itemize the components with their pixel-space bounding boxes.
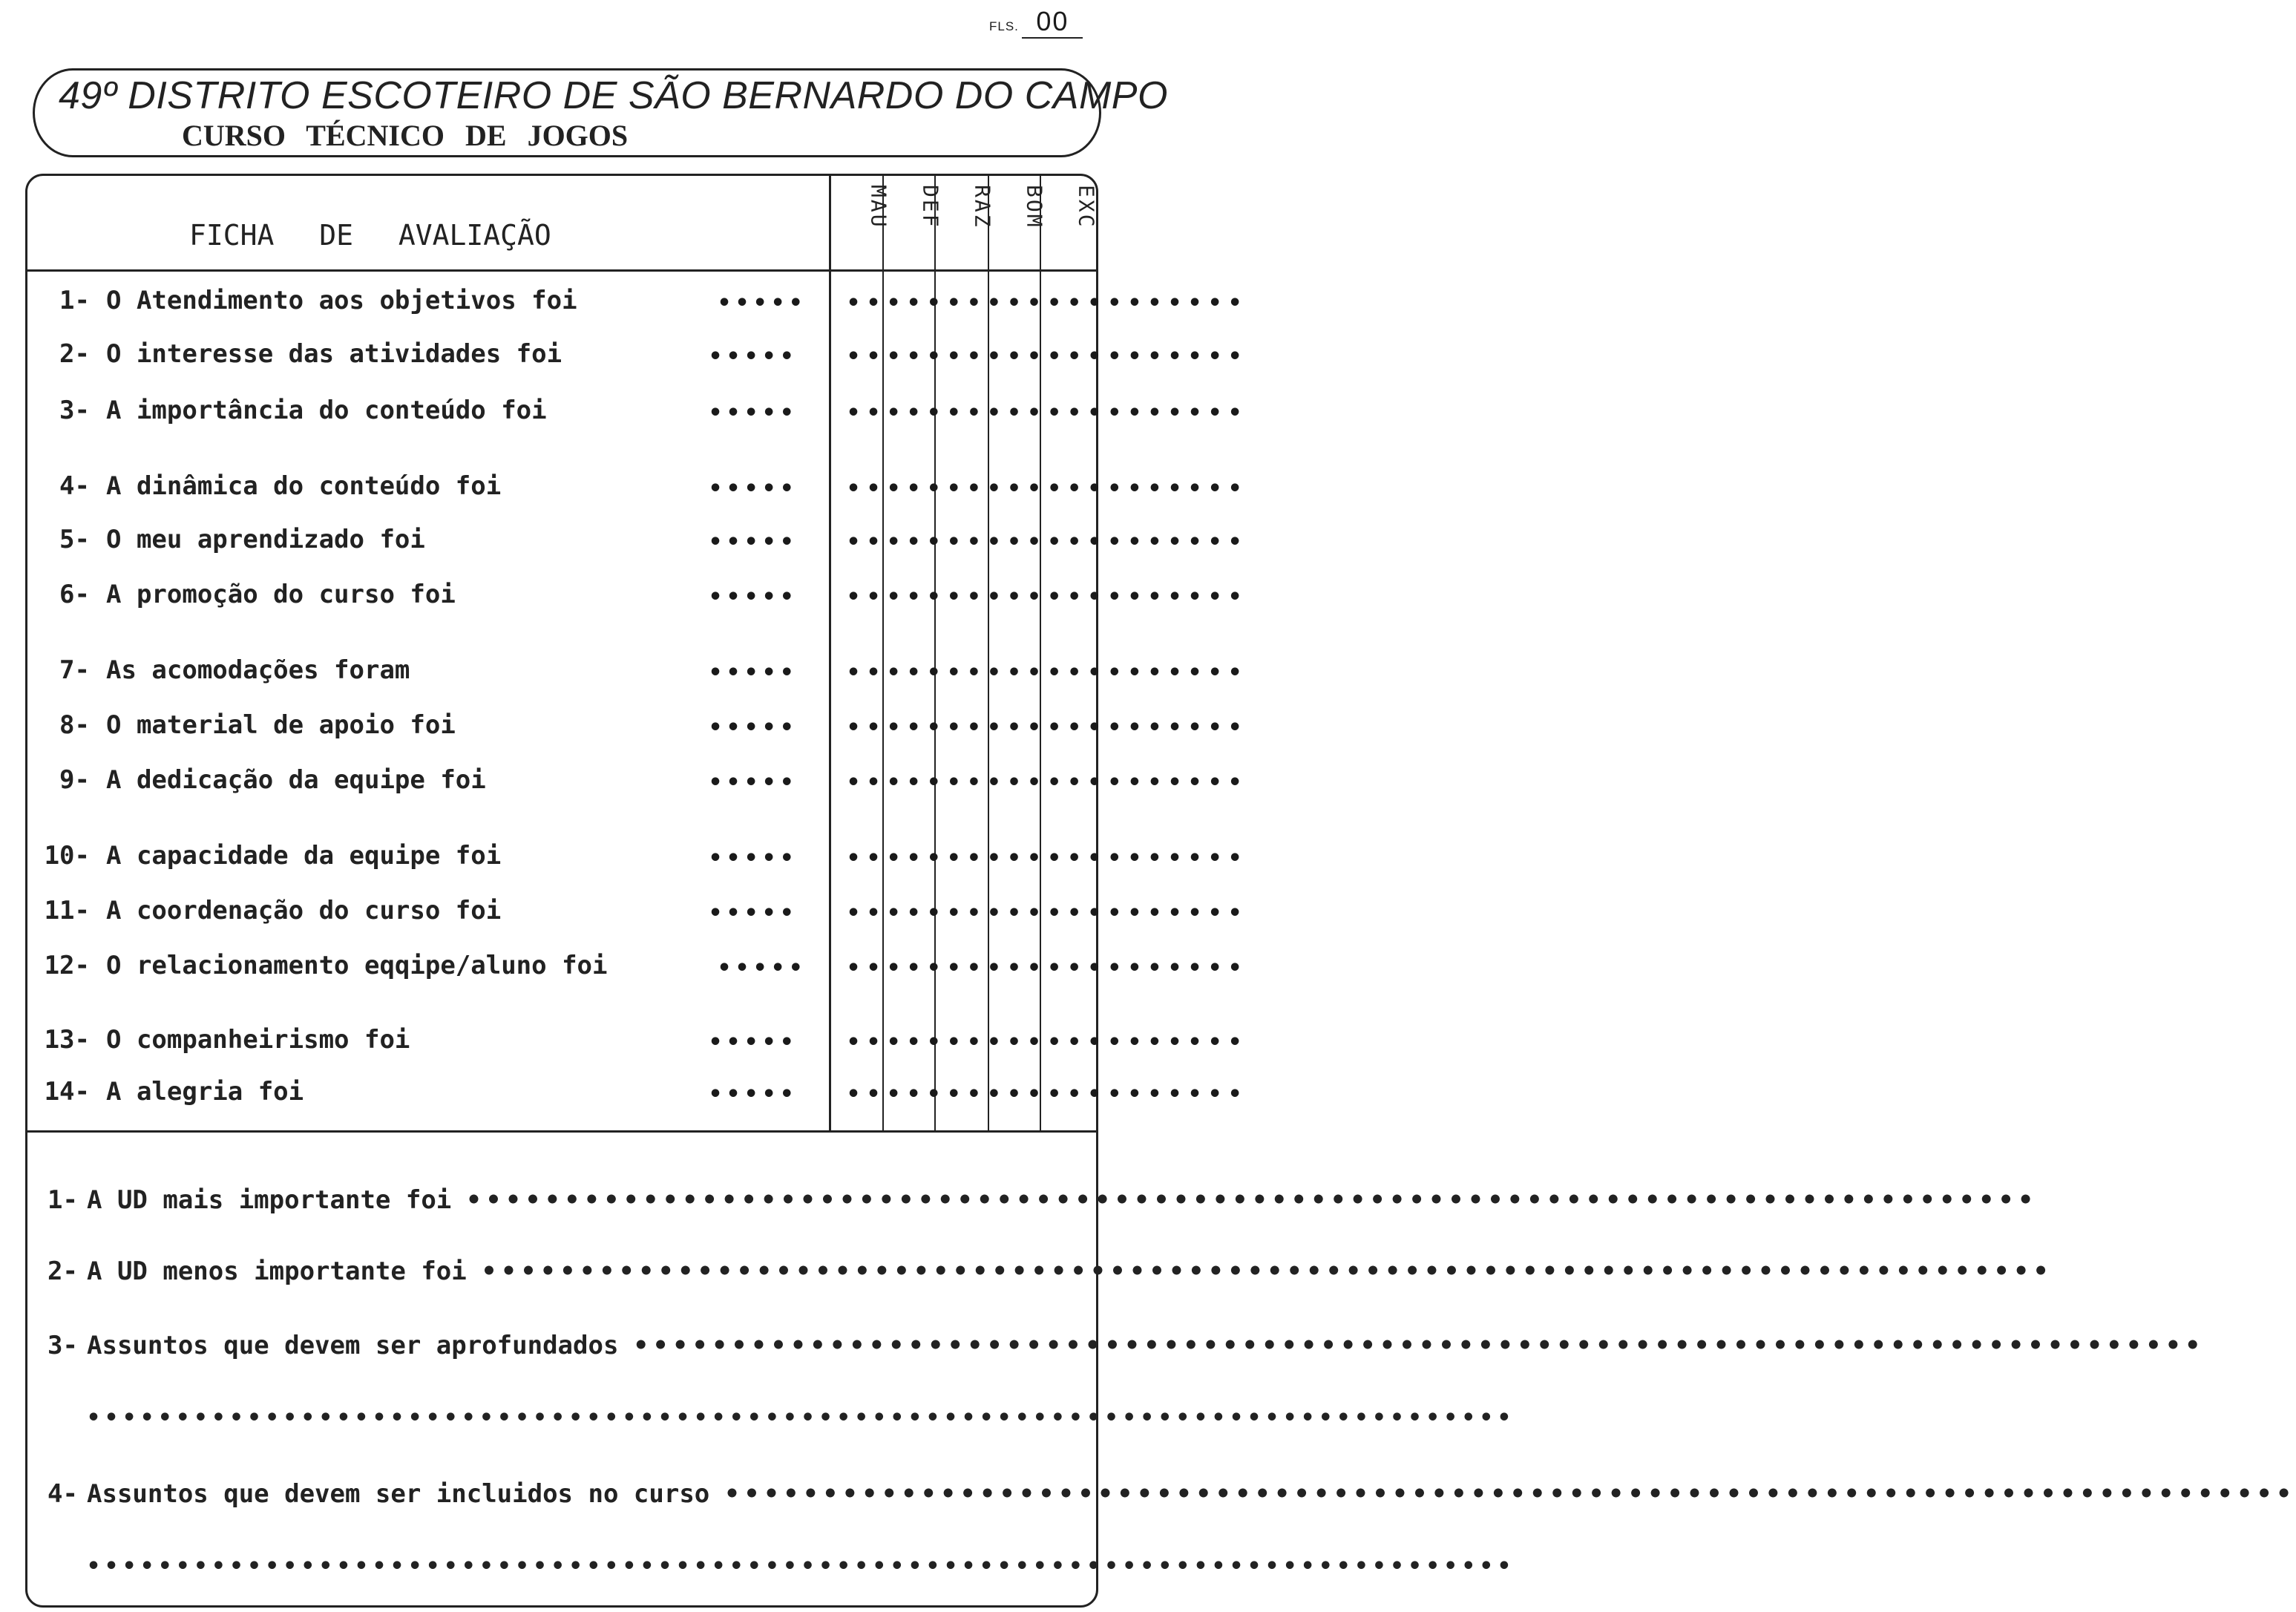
rating-boxes[interactable]: •••••••••••••••••••• <box>847 1081 1249 1107</box>
evaluation-item <box>27 655 410 700</box>
evaluation-item <box>27 765 486 810</box>
question-number: 3- <box>47 1331 78 1360</box>
rating-boxes[interactable]: •••••••••••••••••••• <box>847 770 1249 796</box>
evaluation-item <box>27 896 501 940</box>
question-number: 1- <box>47 1185 78 1215</box>
item-text: O material de apoio foi <box>106 710 456 740</box>
item-text: A coordenação do curso foi <box>106 896 502 925</box>
course-title: CURSO TÉCNICO DE JOGOS <box>182 119 629 152</box>
open-question <box>27 1185 2038 1215</box>
answer-line[interactable]: •••••••••••••••••••••••••••••••••••••••••••••••••••••••••••••••••••••••••••••••• <box>466 1185 2038 1215</box>
evaluation-item <box>27 471 501 516</box>
question-number: 4- <box>47 1479 78 1509</box>
item-number: 8- <box>59 710 90 740</box>
item-text: A importância do conteúdo foi <box>106 396 547 425</box>
item-number: 12- <box>44 951 90 980</box>
question-text: A UD mais importante foi <box>87 1185 452 1215</box>
item-number: 1- <box>59 286 90 315</box>
item-text: O relacionamento eqqipe/aluno foi <box>106 951 608 980</box>
rating-column-divider <box>1040 176 1041 1130</box>
evaluation-item <box>27 339 562 384</box>
open-question <box>27 1479 2296 1509</box>
item-text: O meu aprendizado foi <box>106 525 425 554</box>
evaluation-form <box>25 174 2296 1608</box>
answer-line[interactable]: •••••••••••••••••••••••••••••••••••••••••••••••••••••••••••••••••••••••••••••••• <box>87 1553 1515 1579</box>
answer-line[interactable]: •••••••••••••••••••••••••••••••••••••••••••••••••••••••••••••••••••••••••••••••• <box>633 1331 2205 1360</box>
rating-boxes[interactable]: •••••••••••••••••••• <box>847 529 1249 555</box>
item-number: 6- <box>59 580 90 609</box>
rating-column-divider <box>882 176 884 1130</box>
column-header-def: DEF <box>918 185 943 229</box>
item-text: A dedicação da equipe foi <box>106 765 486 795</box>
evaluation-item <box>27 1077 304 1121</box>
leader-dots: ••••• <box>709 900 798 926</box>
item-text: A promoção do curso foi <box>106 580 456 609</box>
answer-line[interactable]: •••••••••••••••••••••••••••••••••••••••••••••••••••••••••••••••••••••••••••••••• <box>724 1479 2296 1509</box>
item-number: 3- <box>59 396 90 425</box>
item-number: 7- <box>59 655 90 685</box>
question-number: 2- <box>47 1256 78 1286</box>
item-number: 13- <box>44 1025 90 1055</box>
open-question <box>27 1256 2053 1286</box>
question-text: Assuntos que devem ser incluidos no curso <box>87 1479 710 1509</box>
leader-dots: ••••• <box>709 344 798 370</box>
rating-grid-border <box>829 176 831 1130</box>
rating-boxes[interactable]: •••••••••••••••••••• <box>847 955 1249 981</box>
answer-line[interactable]: •••••••••••••••••••••••••••••••••••••••••••••••••••••••••••••••••••••••••••••••• <box>87 1405 1515 1431</box>
leader-dots: ••••• <box>709 845 798 871</box>
item-text: O interesse das atividades foi <box>106 339 562 369</box>
question-text: Assuntos que devem ser aprofundados <box>87 1331 619 1360</box>
leader-dots: ••••• <box>709 476 798 502</box>
leader-dots: ••••• <box>709 400 798 426</box>
rating-column-divider <box>988 176 989 1130</box>
leader-dots: ••••• <box>709 584 798 610</box>
answer-line[interactable]: •••••••••••••••••••••••••••••••••••••••••••••••••••••••••••••••••••••••••••••••• <box>481 1256 2053 1286</box>
rating-boxes[interactable]: •••••••••••••••••••• <box>847 290 1249 316</box>
rating-boxes[interactable]: •••••••••••••••••••• <box>847 660 1249 686</box>
item-number: 5- <box>59 525 90 554</box>
leader-dots: ••••• <box>709 715 798 741</box>
column-header-raz: RAZ <box>970 185 995 229</box>
column-header-exc: EXC <box>1074 185 1099 229</box>
item-text: A alegria foi <box>106 1077 304 1107</box>
rating-boxes[interactable]: •••••••••••••••••••• <box>847 476 1249 502</box>
evaluation-item <box>27 1025 410 1069</box>
item-number: 4- <box>59 471 90 501</box>
leader-dots: ••••• <box>709 770 798 796</box>
evaluation-item <box>27 841 501 885</box>
item-text: O companheirismo foi <box>106 1025 410 1055</box>
header-banner <box>33 68 1168 157</box>
question-text: A UD menos importante foi <box>87 1256 467 1286</box>
folio-mark <box>989 6 1101 39</box>
leader-dots: ••••• <box>709 660 798 686</box>
folio-number: 00 <box>1022 6 1083 39</box>
sheet-title: FICHA DE AVALIAÇÃO <box>189 219 551 252</box>
leader-dots: ••••• <box>709 1081 798 1107</box>
leader-dots: ••••• <box>709 529 798 555</box>
item-text: A dinâmica do conteúdo foi <box>106 471 502 501</box>
item-number: 11- <box>44 896 90 925</box>
item-number: 9- <box>59 765 90 795</box>
rating-boxes[interactable]: •••••••••••••••••••• <box>847 715 1249 741</box>
item-text: A capacidade da equipe foi <box>106 841 502 871</box>
rating-boxes[interactable]: •••••••••••••••••••• <box>847 900 1249 926</box>
folio-label: FLS. <box>989 19 1019 33</box>
rating-boxes[interactable]: •••••••••••••••••••• <box>847 584 1249 610</box>
open-question <box>27 1331 2205 1360</box>
district-title: 49º DISTRITO ESCOTEIRO DE SÃO BERNARDO DO CAMPO <box>59 74 1168 117</box>
column-header-mau: MAU <box>866 185 891 229</box>
evaluation-item <box>27 396 547 440</box>
section-divider <box>27 1130 1096 1133</box>
item-text: As acomodações foram <box>106 655 410 685</box>
item-number: 10- <box>44 841 90 871</box>
item-number: 14- <box>44 1077 90 1107</box>
leader-dots: ••••• <box>718 290 807 316</box>
evaluation-item <box>27 580 456 624</box>
item-text: O Atendimento aos objetivos foi <box>106 286 577 315</box>
leader-dots: ••••• <box>718 955 807 981</box>
rating-column-divider <box>934 176 936 1130</box>
evaluation-item <box>27 951 608 995</box>
evaluation-item <box>27 286 577 330</box>
rating-boxes[interactable]: •••••••••••••••••••• <box>847 845 1249 871</box>
leader-dots: ••••• <box>709 1029 798 1055</box>
rating-boxes[interactable]: •••••••••••••••••••• <box>847 400 1249 426</box>
item-number: 2- <box>59 339 90 369</box>
evaluation-item <box>27 525 425 569</box>
evaluation-item <box>27 710 456 755</box>
header-divider <box>27 269 1096 272</box>
rating-boxes[interactable]: •••••••••••••••••••• <box>847 344 1249 370</box>
rating-boxes[interactable]: •••••••••••••••••••• <box>847 1029 1249 1055</box>
column-header-bom: BOM <box>1022 185 1047 229</box>
